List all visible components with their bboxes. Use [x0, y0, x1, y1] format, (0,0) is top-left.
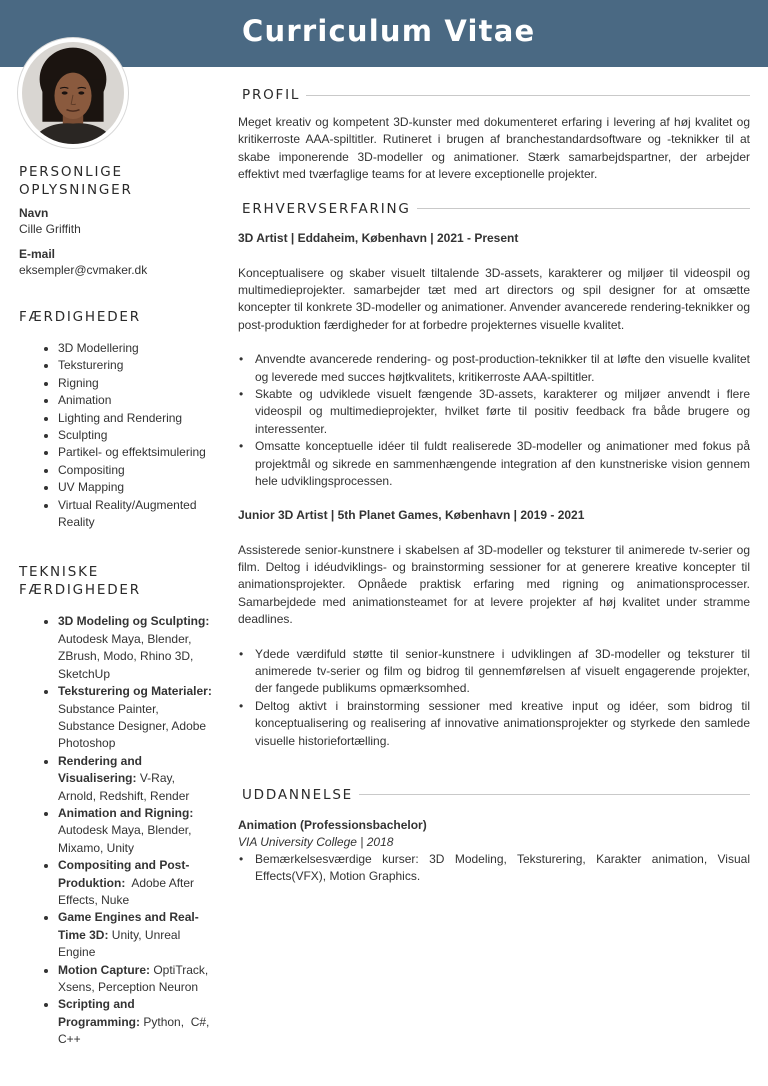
- profile-text: Meget kreativ og kompetent 3D-kunster med dokumenteret erfaring i levering af høj kvalitet og kritikerroste AAA-spiltitler. Rutineret i brugen af branchestandardsoftware og -teknikker til at skabe imponerende 3D-modeller og animationer. Stærk samarbejdspartner, der arbejder effektivt med tværfaglige teams for at levere exceptionelle projekter.: [238, 115, 750, 182]
- personal-info-heading: PERSONLIGE OPLYSNINGER: [19, 164, 133, 198]
- tech-skill-label: Scripting and Programming:: [58, 997, 141, 1029]
- list-item: • Compositing: [58, 462, 215, 479]
- list-item: [58, 909, 215, 961]
- tech-skill-label: Rendering and Visualisering:: [58, 753, 143, 786]
- tech-skill-value: Python, C#, C++: [58, 1014, 213, 1047]
- list-item: • Lighting and Rendering: [58, 410, 215, 427]
- tech-skill-label: Game Engines and Real-Time 3D:: [58, 910, 199, 942]
- job-bullets: [238, 351, 750, 490]
- list-item: • Anvendte avancerede rendering- og post-production-teknikker til at løfte den visuelle kvalitet og leverede med succes højtkvalitets, kritikerroste AAA-spiltitler.: [238, 351, 750, 386]
- main-content: [238, 87, 750, 886]
- list-item: • Skabte og udviklede visuelt fængende 3D-assets, karakterer og miljøer anvendt i flere videospil og multimedieprojekter, hvilket førte til positiv feedback fra både brugere og interessenter.: [238, 386, 750, 438]
- divider: [306, 95, 750, 96]
- education-heading: UDDANNELSE: [242, 786, 354, 803]
- skills-list: [19, 340, 215, 531]
- list-item: • Rigning: [58, 375, 215, 392]
- tech-skills-list: [19, 613, 215, 1048]
- list-item: • Teksturering: [58, 357, 215, 374]
- portrait-image: [22, 42, 124, 144]
- job-title: 3D Artist | Eddaheim, København | 2021 - Present: [238, 230, 519, 245]
- tech-skill-value: Autodesk Maya, Blender, ZBrush, Modo, Rhino 3D, SketchUp: [58, 631, 194, 681]
- list-item: • Sculpting: [58, 427, 215, 444]
- page-title: Curriculum Vitae: [242, 14, 536, 48]
- list-item: • Ydede værdifuld støtte til senior-kunstnere i udviklingen af 3D-modeller og teksturer til animerede tv-serier og film og bidrog til gennemførelsen af visuelt engagerende projekter, der fangede publikums opmærksomhed.: [238, 646, 750, 698]
- education-section-header: [242, 787, 750, 803]
- name-value: Cille Griffith: [19, 222, 81, 236]
- job-title: Junior 3D Artist | 5th Planet Games, København | 2019 - 2021: [238, 507, 585, 522]
- list-item: [58, 962, 215, 997]
- job-summary: Konceptualisere og skaber visuelt tiltalende 3D-assets, karakterer og miljøer til videospil og multimedieprojekter. samarbejder tæt med art directors og spil designer for at omsætte koncepter til konkrete 3D-modeller og animationer. Anvender avancerede rendering-teknikker og post-produktion færdigheder for at forbedre projekternes visuelle kvalitet.: [238, 265, 750, 332]
- tech-skill-label: 3D Modeling og Sculpting:: [58, 614, 210, 629]
- tech-skill-label: Teksturering og Materialer:: [58, 684, 212, 699]
- list-item: • Deltog aktivt i brainstorming sessioner med kreative input og idéer, som bidrog til konceptualisering og realisering af innovative animationsprojekter og styrkede den samlede visuelle historiefortælling.: [238, 698, 750, 750]
- skills-heading: FÆRDIGHEDER: [19, 309, 141, 325]
- education-bullets: [238, 851, 750, 886]
- list-item: • 3D Modellering: [58, 340, 215, 357]
- email-value: eksempler@cvmaker.dk: [19, 263, 148, 277]
- list-item: • Animation: [58, 392, 215, 409]
- tech-skill-value: Adobe After Effects, Nuke: [58, 875, 198, 907]
- tech-skill-value: OptiTrack, Xsens, Perception Neuron: [58, 962, 209, 994]
- job-bullets: [238, 646, 750, 750]
- tech-skill-value: V-Ray, Arnold, Redshift, Render: [58, 771, 190, 803]
- list-item: • Omsatte konceptuelle idéer til fuldt realiserede 3D-modeller og animationer med fokus på projektmål og sikrede en sammenhængende integration af den kunstneriske vision gennem hele udviklingsprocessen.: [238, 438, 750, 490]
- tech-skill-label: Motion Capture:: [58, 962, 150, 977]
- list-item: • UV Mapping: [58, 479, 215, 496]
- list-item: [58, 996, 215, 1048]
- sidebar: [19, 163, 215, 1049]
- list-item: [58, 683, 215, 753]
- list-item: [58, 613, 215, 683]
- job-summary: Assisterede senior-kunstnere i skabelsen af 3D-modeller og teksturer til animerede tv-serier og film. Deltog i idéudviklings- og brainstorming sessioner for at generere kreative koncepter til animationsprojekter. Opnåede praktisk erfaring med rigning og animationsprocesser. Samarbejdede med animationsteamet for at levere projekter af høj kvalitet under stramme deadlines.: [238, 542, 750, 627]
- list-item: [58, 857, 215, 909]
- list-item: • Partikel- og effektsimulering: [58, 444, 215, 461]
- divider: [359, 794, 750, 795]
- experience-heading: ERHVERVSERFARING: [242, 200, 411, 217]
- divider: [417, 208, 750, 209]
- email-label: E-mail: [19, 247, 56, 261]
- tech-skill-value: Substance Painter, Substance Designer, Adobe Photoshop: [58, 701, 207, 751]
- tech-skill-value: Unity, Unreal Engine: [58, 927, 181, 960]
- tech-skills-heading: TEKNISKE FÆRDIGHEDER: [19, 564, 141, 599]
- tech-skill-label: Animation and Rigning:: [58, 805, 194, 820]
- list-item: • Virtual Reality/Augmented Reality: [58, 497, 215, 532]
- profile-photo: [18, 38, 128, 148]
- experience-section-header: [242, 201, 750, 217]
- profile-heading: PROFIL: [242, 87, 301, 103]
- tech-skill-value: Autodesk Maya, Blender, Mixamo, Unity: [58, 823, 192, 855]
- list-item: [58, 805, 215, 857]
- tech-skill-label: Compositing and Post-Produktion:: [58, 858, 190, 890]
- profile-section-header: [242, 87, 750, 103]
- degree-title: Animation (Professionsbachelor): [238, 817, 427, 832]
- school-name: VIA University College | 2018: [238, 834, 394, 849]
- name-label: Navn: [19, 206, 49, 220]
- list-item: [58, 753, 215, 805]
- list-item: • Bemærkelsesværdige kurser: 3D Modeling, Teksturering, Karakter animation, Visual Effects(VFX), Motion Graphics.: [238, 851, 750, 886]
